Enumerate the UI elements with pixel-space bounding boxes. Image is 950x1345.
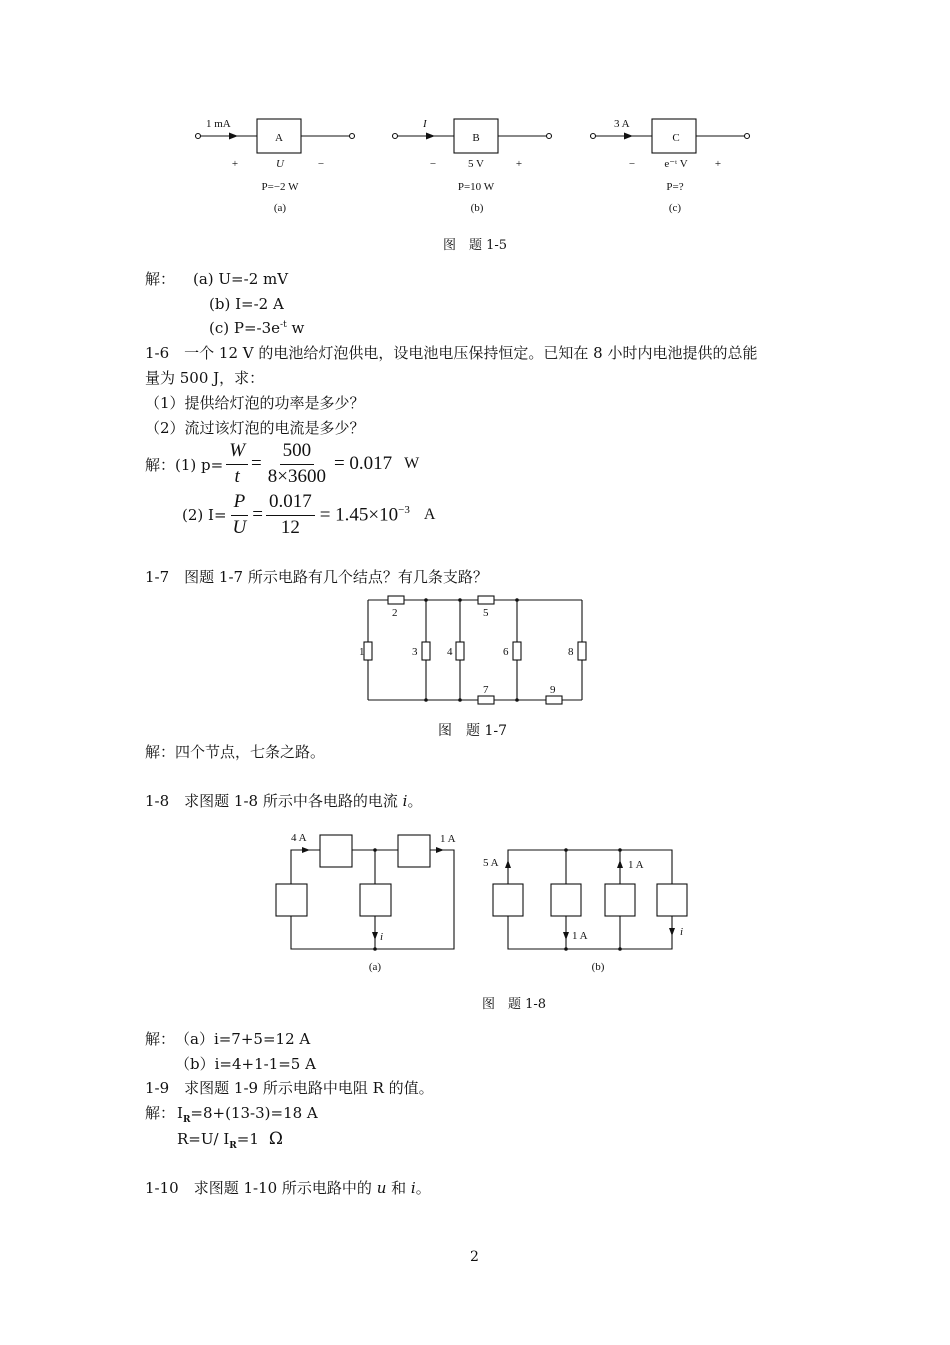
ans16-part2: (2) I= $\frac{P}{U}$ = $\frac{0.017}{12}$ = $1.45\times 10^{-3}$ A <box>182 491 436 538</box>
fig15-c-label: (c) <box>668 202 682 214</box>
fig15-b-volt: 5 V <box>468 158 484 170</box>
fig15-caption: 图 题 1-5 <box>443 238 508 253</box>
fig15-a-plus: + <box>231 158 239 170</box>
q17-label-9: 9 <box>550 684 556 696</box>
q17-label-2: 2 <box>392 607 398 619</box>
ans15-a: (a) U=-2 mV <box>193 270 289 288</box>
q17-label-4: 4 <box>447 646 453 658</box>
q19-ans-line2: R=U/ $I_R=1$ Ω <box>177 1129 283 1151</box>
q17-text: 1-7 图题 1-7 所示电路有几个结点？有几条支路？ <box>145 568 488 586</box>
q18-text: 1-8 求图题 1-8 所示中各电路的电流 i。 <box>145 792 423 810</box>
fig15-c-volt: e⁻ᵗ V <box>664 158 688 170</box>
q19-ans-prefix: 解： <box>145 1104 176 1122</box>
q18-ans-prefix: 解： <box>145 1030 176 1048</box>
q18-ans-b: （b）i=4+1-1=5 A <box>175 1055 316 1073</box>
fig15-c-minus: − <box>628 158 636 170</box>
q17-label-7: 7 <box>483 684 489 696</box>
fig18a-label: (a) <box>368 961 382 973</box>
q16-line2: 量为 500 J，求： <box>145 369 265 387</box>
q17-label-8: 8 <box>568 646 574 658</box>
fig18b-current-i: i <box>680 926 684 938</box>
q17-label-6: 6 <box>503 646 509 658</box>
q110-text: 1-10 求图题 1-10 所示电路中的 u 和 i。 <box>145 1179 431 1197</box>
fig18a-current-i: i <box>380 931 384 943</box>
fig18b-current-1: 5 A <box>483 857 499 869</box>
fig15-b-minus: − <box>429 158 437 170</box>
fig15-c-box: C <box>672 132 680 144</box>
ans15-prefix: 解： <box>145 270 176 288</box>
fig15-c-power: P=? <box>666 181 684 193</box>
fig18b-current-2: 1 A <box>572 930 588 942</box>
fig15-b-current: I <box>423 118 427 130</box>
fig15-b-plus: + <box>515 158 523 170</box>
fig15-a-power: P=−2 W <box>261 181 299 193</box>
figure-1-8 <box>0 820 950 980</box>
q18-caption: 图 题 1-8 <box>482 997 547 1012</box>
q16-sub1: （1）提供给灯泡的功率是多少？ <box>145 394 365 412</box>
q18-ans-a: （a）i=7+5=12 A <box>175 1030 311 1048</box>
fig15-a-label: (a) <box>273 202 287 214</box>
fig18b-label: (b) <box>591 961 605 973</box>
q17-caption: 图 题 1-7 <box>438 723 507 739</box>
fig18a-current-2: 1 A <box>440 833 456 845</box>
fig15-a-box: A <box>275 132 283 144</box>
figure-1-5 <box>0 0 950 260</box>
fig18a-current-1: 4 A <box>291 832 307 844</box>
fig15-c-current: 3 A <box>614 118 630 130</box>
fig15-a-current: 1 mA <box>206 118 231 130</box>
fig15-b-power: P=10 W <box>457 181 495 193</box>
ans15-c: (c) $P=-3e^{-t}$ w <box>209 319 305 337</box>
q17-label-1: 1 <box>359 646 365 658</box>
q17-label-5: 5 <box>483 607 489 619</box>
fig15-b-box: B <box>472 132 480 144</box>
q17-label-3: 3 <box>412 646 418 658</box>
fig15-a-volt: U <box>276 158 284 170</box>
ans15-b: (b) I=-2 A <box>209 295 284 313</box>
fig18b-current-3: 1 A <box>628 859 644 871</box>
fig15-a-minus: − <box>317 158 325 170</box>
ans16-part1: 解：(1) p= $\frac{W}{t}$ = $\frac{500}{8\times 3600}$ = 0.017 W <box>145 440 420 487</box>
figure-1-7 <box>350 592 600 712</box>
page-number: 2 <box>470 1249 479 1265</box>
fig15-c-plus: + <box>714 158 722 170</box>
q16-line1: 1-6 一个 12 V 的电池给灯泡供电，设电池电压保持恒定。已知在 8 小时内电池提供的总能 <box>145 344 758 362</box>
q19-ans-line1: $I_R=8+(13-3)=18$ A <box>177 1104 318 1125</box>
q17-answer: 解：四个节点，七条之路。 <box>145 743 326 761</box>
q19-text: 1-9 求图题 1-9 所示电路中电阻 R 的值。 <box>145 1079 434 1097</box>
q16-sub2: （2）流过该灯泡的电流是多少？ <box>145 419 365 437</box>
fig15-b-label: (b) <box>470 202 484 214</box>
